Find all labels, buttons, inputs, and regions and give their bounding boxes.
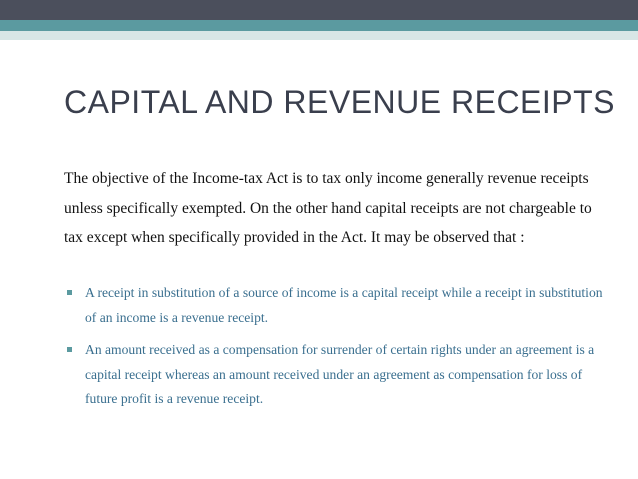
top-band-dark bbox=[0, 0, 638, 20]
slide-title: CAPITAL AND REVENUE RECEIPTS bbox=[64, 84, 616, 120]
top-band-light bbox=[0, 31, 638, 40]
square-bullet-icon bbox=[67, 347, 72, 352]
square-bullet-icon bbox=[67, 290, 72, 295]
top-band-teal bbox=[0, 20, 638, 31]
bullet-text: An amount received as a compensation for surrender of certain rights under an agreement is a capital receipt whereas an amount received under an agreement as compensation for loss of future profit is a revenue receipt. bbox=[85, 342, 595, 406]
intro-paragraph: The objective of the Income-tax Act is to tax only income generally revenue receipts unless specifically exempted. On the other hand capital receipts are not chargeable to tax except when specifically provided in the Act. It may be observed that : bbox=[64, 170, 592, 246]
bullet-text: A receipt in substitution of a source of income is a capital receipt while a receipt in substitution of an income is a revenue receipt. bbox=[85, 285, 603, 325]
bullet-list bbox=[66, 281, 616, 420]
bullet-item bbox=[66, 281, 616, 330]
bullet-item bbox=[66, 338, 616, 412]
